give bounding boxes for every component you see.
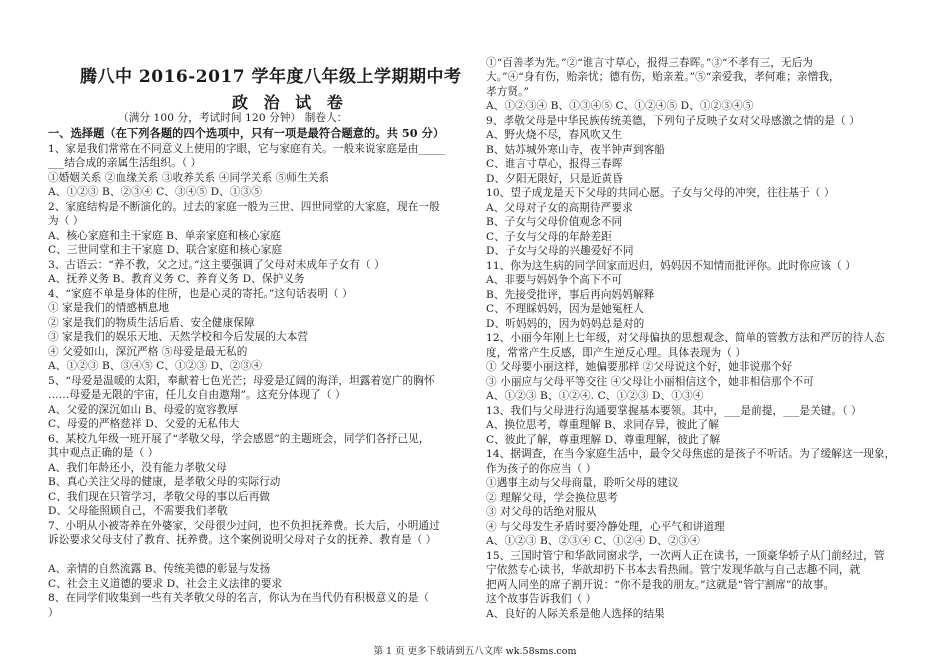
option-line: C、彼此了解，尊重理解 D、尊重理解，彼此了解: [486, 434, 721, 446]
option-line: A、父母对子女的高期待严要求: [486, 202, 633, 214]
page-footer: 第 1 页 更多下载请到五八文库 wk.58sms.com: [373, 646, 577, 657]
option-line: D、父母能照顾自己，不需要我们孝敬: [48, 505, 228, 517]
question-line: 4、“家庭不单是身体的住所，也是心灵的寄托。”这句话表明（ ）: [48, 288, 353, 300]
option-line: ③ 对父母的话绝对服从: [486, 506, 597, 518]
question-line: 10、望子成龙是天下父母的共同心愿。子女与父母的冲突，往往基于（ ）: [486, 187, 835, 199]
option-line: B、先接受批评，事后再向妈妈解释: [486, 289, 655, 301]
option-line: B、子女与父母价值观念不同: [486, 216, 623, 228]
question-line: ___结合成的亲属生活组织。（ ）: [48, 157, 202, 169]
option-line: A、我们年龄还小，没有能力孝敬父母: [48, 462, 227, 474]
option-line: ② 理解父母，学会换位思考: [486, 492, 618, 504]
option-line: A、①②③ B、②③④ C、①②④ D、②③④: [486, 535, 700, 547]
option-line: C、谁言寸草心，报得三春晖: [486, 158, 623, 170]
option-line: A、核心家庭和主干家庭 B、单亲家庭和核心家庭: [48, 230, 281, 242]
question-line: 把两人同坐的席子割开说：“你不是我的朋友。”这就是“管宁割席”的故事。: [486, 579, 835, 591]
option-line: B、姑苏城外寒山寺，夜半钟声到客船: [486, 144, 665, 156]
question-line: 15、三国时管宁和华歆同窗求学，一次两人正在读书，一顶豪华轿子从门前经过，管: [486, 550, 885, 562]
option-line: C、不理睬妈妈，因为是她冤枉人: [486, 303, 644, 315]
option-line: A、①②③ B、②③④ C、③④⑤ D、①③⑤: [48, 186, 262, 198]
option-line: A、野火烧不尽，春风吹又生: [486, 129, 623, 141]
option-line: C、社会主义道德的要求 D、社会主义法律的要求: [48, 578, 283, 590]
question-line: 8、在同学们收集到一些有关孝敬父母的名言，你认为在当代仍有积极意义的是（: [48, 592, 430, 604]
option-line: A、①②③ B、③④⑤ C、①②③ D、②③④: [48, 360, 262, 372]
option-line: A、①②③ B、①②④. C、①②③ D、①③④: [486, 390, 704, 402]
exam-title: 腾八中 2016-2017 学年度八年级上学期期中考: [80, 67, 462, 87]
question-line: 大。”④“身有伤，贻亲忧；德有伤，贻亲羞。”⑤“亲爱我，孝何难；亲憎我，: [486, 71, 840, 83]
option-line: D、听妈妈的，因为妈妈总是对的: [486, 318, 645, 330]
option-line: A、父爱的深沉如山 B、母爱的宽容教厚: [48, 404, 239, 416]
option-line: ② 家是我们的物质生活后盾、安全健康保障: [48, 317, 255, 329]
question-line: 9、孝敬父母是中华民族传统美德，下列句子反映子女对父母感激之情的是（ ）: [486, 115, 860, 127]
option-line: D、夕阳无限好，只是近黄昏: [486, 173, 623, 185]
option-line: ① 父母要小丽这样，她偏要那样 ②父母说这个好，她非说那个好: [486, 361, 793, 373]
option-line: C、母爱的严格慈祥 D、父爱的无私伟大: [48, 418, 240, 430]
option-line: D、子女与父母的兴趣爱好不同: [486, 245, 634, 257]
question-line: 6、某校九年级一班开展了“孝敬父母，学会感恩”的主题班会，同学们各抒己见，: [48, 433, 430, 445]
question-line: ）: [48, 607, 59, 619]
option-line: A、换位思考，尊重理解 B、求同存异，彼此了解: [486, 419, 719, 431]
question-line: 5、“母爱是温暖的太阳，奉献着七色光芒；母爱是辽阔的海洋，坦露着宽广的胸怀: [48, 375, 435, 387]
question-line: 为（ ）: [48, 215, 84, 227]
option-line: A、亲情的自然流露 B、传统美德的彰显与发扬: [48, 563, 271, 575]
question-line: 作为孩子的你应当（ ）: [486, 463, 597, 475]
option-line: ① 家是我们的情感栖息地: [48, 302, 170, 314]
question-line: 其中观点正确的是（ ）: [48, 447, 159, 459]
exam-subtitle: 政 治 试 卷: [232, 93, 348, 112]
option-line: A、抚养义务 B、教育义务 C、养育义务 D、保护义务: [48, 273, 305, 285]
question-line: 14、据调查，在当今家庭生活中，最令父母焦虑的是孩子不听话。为了缓解这一现象，: [486, 448, 896, 460]
question-line: 3、古语云：“养不教，父之过。”这主要强调了父母对未成年子女有（ ）: [48, 259, 385, 271]
question-line: 孝方贤。”: [486, 86, 529, 98]
question-line: 这个故事告诉我们（ ）: [486, 593, 597, 605]
option-line: ③ 小丽应与父母平等交往 ④父母让小丽相信这个，她非相信那个不可: [486, 376, 814, 388]
question-line: 13、我们与父母进行沟通要掌握基本要领。其中，___是前提，___是关键。（ ）: [486, 405, 862, 417]
question-line: 1、家是我们常常在不同意义上使用的字眼，它与家庭有关。一般来说家庭是由_____: [48, 143, 446, 155]
option-line: B、真心关注父母的健康，是孝敬父母的实际行动: [48, 476, 281, 488]
option-line: ④ 父爱如山，深沉严格 ⑤母爱是最无私的: [48, 346, 248, 358]
option-line: A、非要与妈妈争个高下不可: [486, 274, 623, 286]
question-line: 11、你为这生病的同学回家而迟归，妈妈因不知情而批评你。此时你应该（ ）: [486, 260, 857, 272]
option-line: ①婚姻关系 ②血缘关系 ③收养关系 ④同学关系 ⑤师生关系: [48, 172, 330, 184]
question-line: 度，常常产生反感，即产生逆反心理。具体表现为（ ）: [486, 347, 747, 359]
question-line: 7、小明从小被寄养在外婆家，父母很少过问，也不负担抚养费。长大后，小明通过: [48, 520, 440, 532]
option-line: ①遇事主动与父母商量，聆听父母的建议: [486, 477, 679, 489]
option-line: C、子女与父母的年龄差距: [486, 231, 612, 243]
question-line: ……母爱是无限的宇宙，任儿女自由遨翔”。这充分体现了（ ）: [48, 389, 346, 401]
question-line: 2、家庭结构是不断演化的。过去的家庭一般为三世、四世同堂的大家庭，现在一般: [48, 201, 440, 213]
option-line: A、良好的人际关系是他人选择的结果: [486, 608, 665, 620]
question-line: ①“百善孝为先。”②“谁言寸草心，报得三春晖。”③“不孝有三，无后为: [486, 57, 814, 69]
question-line: 12、小丽今年刚上七年级，对父母偏执的思想观念、简单的管教方法和严厉的待人态: [486, 332, 885, 344]
option-line: C、三世同堂和主干家庭 D、联合家庭和核心家庭: [48, 244, 283, 256]
section-heading: 一、选择题（在下列各题的四个选项中，只有一项是最符合题意的。共 50 分）: [48, 126, 445, 140]
option-line: ④ 与父母发生矛盾时要冷静处理，心平气和讲道理: [486, 521, 725, 533]
question-line: 诉讼要求父母支付了教育、抚养费。这个案例说明父母对子女的抚养、教育是（ ）: [48, 534, 437, 546]
exam-meta: （满分 100 分，考试时间 120 分钟） 制卷人：: [118, 112, 348, 124]
question-line: 宁依然专心读书，华歆却扔下书本去看热闹。管宁发现华歆与自己志趣不同，就: [486, 564, 861, 576]
option-line: ③ 家是我们的娱乐天地、天然学校和今后发展的大本营: [48, 331, 309, 343]
option-line: A、①②③④ B、①③④⑤ C、①②④⑤ D、①②③④⑤: [486, 100, 754, 112]
option-line: C、我们现在只管学习，孝敬父母的事以后再做: [48, 491, 271, 503]
